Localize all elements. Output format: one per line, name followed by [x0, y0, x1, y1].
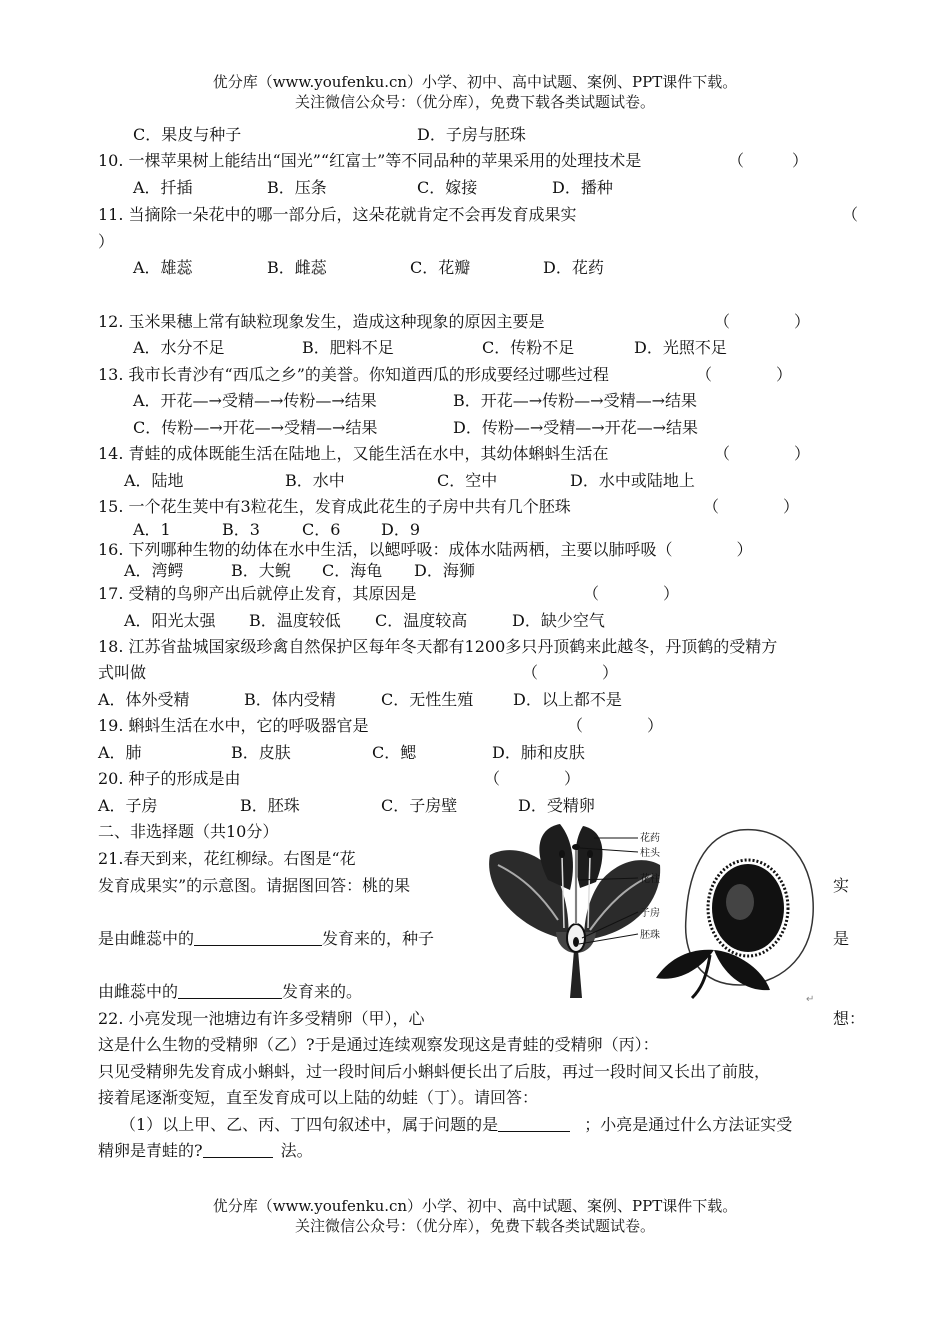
q14-option-a: A．陆地 [124, 471, 184, 490]
footer-line-2: 关注微信公众号：（优分库），免费下载各类试题试卷。 [294, 1217, 655, 1235]
return-mark-icon: ↵ [806, 994, 815, 1005]
q10-paren: （ ） [728, 151, 809, 170]
q20-stem: 20. 种子的形成是由 [98, 769, 241, 788]
q21-line-4 [98, 982, 362, 1002]
q15-option-a: A．1 [133, 520, 171, 539]
q14-stem: 14. 青蛙的成体既能生活在陆地上，又能生活在水中，其幼体蝌蚪生活在 [98, 444, 609, 463]
q18-option-a: A．体外受精 [98, 690, 190, 709]
q9-option-c: C．果皮与种子 [133, 125, 242, 144]
q10-option-b: B．压条 [267, 178, 327, 197]
q14-paren: （ ） [714, 444, 811, 463]
q11-option-c: C．花瓣 [410, 258, 471, 277]
q18-option-b: B．体内受精 [244, 690, 336, 709]
q18-option-c: C．无性生殖 [381, 690, 474, 709]
flower-to-fruit-figure [478, 820, 818, 1005]
q22-line-1-end: 想： [833, 1009, 866, 1028]
q22-line-5 [120, 1115, 792, 1135]
q15-option-d: D．9 [381, 520, 421, 539]
q20-option-b: B．胚珠 [240, 796, 300, 815]
q15-option-c: C．6 [302, 520, 341, 539]
q16-option-a: A．湾鳄 [124, 561, 184, 580]
q12-option-d: D．光照不足 [634, 338, 727, 357]
q12-paren: （ ） [714, 312, 811, 331]
q21-line-3 [98, 929, 434, 949]
q15-option-b: B．3 [222, 520, 260, 539]
flower-drawing [489, 824, 660, 998]
q13-option-a: A．开花—→受精—→传粉—→结果 [133, 391, 377, 410]
q11-paren-close: ） [98, 232, 115, 251]
q17-paren: （ ） [583, 584, 680, 603]
q20-option-a: A．子房 [98, 796, 158, 815]
q10-stem: 10. 一棵苹果树上能结出“国光”“红富士”等不同品种的苹果采用的处理技术是 [98, 151, 642, 170]
q15-paren: （ ） [703, 497, 800, 516]
q21-line-1: 21.春天到来，花红柳绿。右图是“花 [98, 849, 356, 868]
q19-paren: （ ） [567, 716, 664, 735]
q16-option-b: B．大鲵 [231, 561, 291, 580]
label-ovary: 子房 [640, 908, 660, 919]
q14-option-b: B．水中 [285, 471, 345, 490]
q21-line-4-b: 发育来的。 [282, 982, 363, 1001]
q13-stem: 13. 我市长青沙有“西瓜之乡”的美誉。你知道西瓜的形成要经过哪些过程 [98, 365, 609, 384]
q13-option-c: C．传粉—→开花—→受精—→结果 [133, 418, 378, 437]
q19-option-b: B．皮肤 [231, 743, 291, 762]
q12-option-b: B．肥料不足 [302, 338, 394, 357]
q12-option-a: A．水分不足 [133, 338, 225, 357]
label-stigma: 柱头 [640, 848, 660, 859]
q10-option-d: D．播种 [552, 178, 613, 197]
q10-option-c: C．嫁接 [417, 178, 478, 197]
q18-option-d: D．以上都不是 [513, 690, 622, 709]
q22-line-6 [98, 1141, 313, 1161]
q22-line-1: 22. 小亮发现一池塘边有许多受精卵（甲），心 [98, 1009, 425, 1028]
footer-line-1: 优分库（www.youfenku.cn）小学、初中、高中试题、案例、PPT课件下载。 [212, 1197, 738, 1215]
q9-option-d: D．子房与胚珠 [417, 125, 526, 144]
q11-stem: 11. 当摘除一朵花中的哪一部分后，这朵花就肯定不会再发育成果实 [98, 205, 577, 224]
label-ovule: 胚珠 [640, 930, 660, 941]
q13-paren: （ ） [696, 365, 793, 384]
q17-option-d: D．缺少空气 [512, 611, 605, 630]
ovary-answer-blank[interactable] [194, 929, 322, 946]
q17-stem: 17. 受精的鸟卵产出后就停止发育，其原因是 [98, 584, 417, 603]
section-heading: 二、非选择题（共10分） [98, 822, 279, 841]
q11-option-b: B．雌蕊 [267, 258, 327, 277]
q14-option-c: C．空中 [437, 471, 498, 490]
q11-paren-open: （ [842, 205, 859, 224]
q22-line-6-b: 法。 [280, 1141, 313, 1160]
q12-option-c: C．传粉不足 [482, 338, 575, 357]
q19-option-c: C．鳃 [372, 743, 417, 762]
q22-line-2: 这是什么生物的受精卵（乙）?于是通过连续观察发现这是青蛙的受精卵（丙）： [98, 1035, 659, 1054]
q20-paren: （ ） [484, 769, 581, 788]
q14-option-d: D．水中或陆地上 [570, 471, 695, 490]
method-answer-blank[interactable] [203, 1141, 273, 1158]
q16-option-c: C．海龟 [322, 561, 383, 580]
q22-line-4: 接着尾逐渐变短，直至发育成可以上陆的幼蛙（丁）。请回答： [98, 1088, 539, 1107]
q20-option-d: D．受精卵 [518, 796, 595, 815]
q21-line-4-a: 由雌蕊中的 [98, 982, 179, 1001]
q13-option-b: B．开花—→传粉—→受精—→结果 [453, 391, 697, 410]
q11-option-d: D．花药 [543, 258, 604, 277]
q22-line-5-a: （1）以上甲、乙、丙、丁四句叙述中，属于问题的是 [120, 1115, 499, 1134]
fruit-drawing [656, 830, 813, 998]
q20-option-c: C．子房壁 [381, 796, 458, 815]
question-answer-blank[interactable] [498, 1115, 570, 1132]
q17-option-c: C．温度较高 [375, 611, 468, 630]
q10-option-a: A．扦插 [133, 178, 193, 197]
q18-stem: 18. 江苏省盐城国家级珍禽自然保护区每年冬天都有1200多只丹顶鹤来此越冬，丹顶鹤的受精方 [98, 637, 778, 656]
q18-paren: （ ） [522, 663, 619, 682]
q11-option-a: A．雄蕊 [133, 258, 193, 277]
q15-stem: 15. 一个花生荚中有3粒花生，发育成此花生的子房中共有几个胚珠 [98, 497, 571, 516]
ovule-answer-blank[interactable] [178, 982, 282, 999]
q12-stem: 12. 玉米果穗上常有缺粒现象发生，造成这种现象的原因主要是 [98, 312, 545, 331]
label-style: 花柱 [640, 874, 660, 885]
q13-option-d: D．传粉—→受精—→开花—→结果 [453, 418, 699, 437]
q21-line-3-end: 是 [833, 929, 850, 948]
q17-option-a: A．阳光太强 [124, 611, 216, 630]
q22-line-5-b: ；小亮是通过什么方法证实受 [584, 1115, 793, 1134]
header-line-1: 优分库（www.youfenku.cn）小学、初中、高中试题、案例、PPT课件下载。 [212, 73, 738, 91]
q21-line-2: 发育成果实”的示意图。请据图回答：桃的果 [98, 876, 411, 895]
q22-line-6-a: 精卵是青蛙的? [98, 1141, 203, 1160]
header-line-2: 关注微信公众号：（优分库），免费下载各类试题试卷。 [294, 93, 655, 111]
q16-stem: 16. 下列哪种生物的幼体在水中生活，以鳃呼吸：成体水陆两栖，主要以肺呼吸（ ） [98, 540, 753, 559]
q19-option-a: A．肺 [98, 743, 142, 762]
label-anther: 花药 [640, 833, 660, 844]
q17-option-b: B．温度较低 [249, 611, 341, 630]
q16-option-d: D．海狮 [414, 561, 475, 580]
q22-line-3: 只见受精卵先发育成小蝌蚪，过一段时间后小蝌蚪便长出了后肢，再过一段时间又长出了前肢， [98, 1062, 771, 1081]
q19-stem: 19. 蝌蚪生活在水中，它的呼吸器官是 [98, 716, 369, 735]
q21-line-3-b: 发育来的，种子 [322, 929, 435, 948]
q21-line-3-a: 是由雌蕊中的 [98, 929, 195, 948]
q19-option-d: D．肺和皮肤 [492, 743, 585, 762]
q21-line-2-end: 实 [833, 876, 850, 895]
q18-stem-2: 式叫做 [98, 663, 147, 682]
